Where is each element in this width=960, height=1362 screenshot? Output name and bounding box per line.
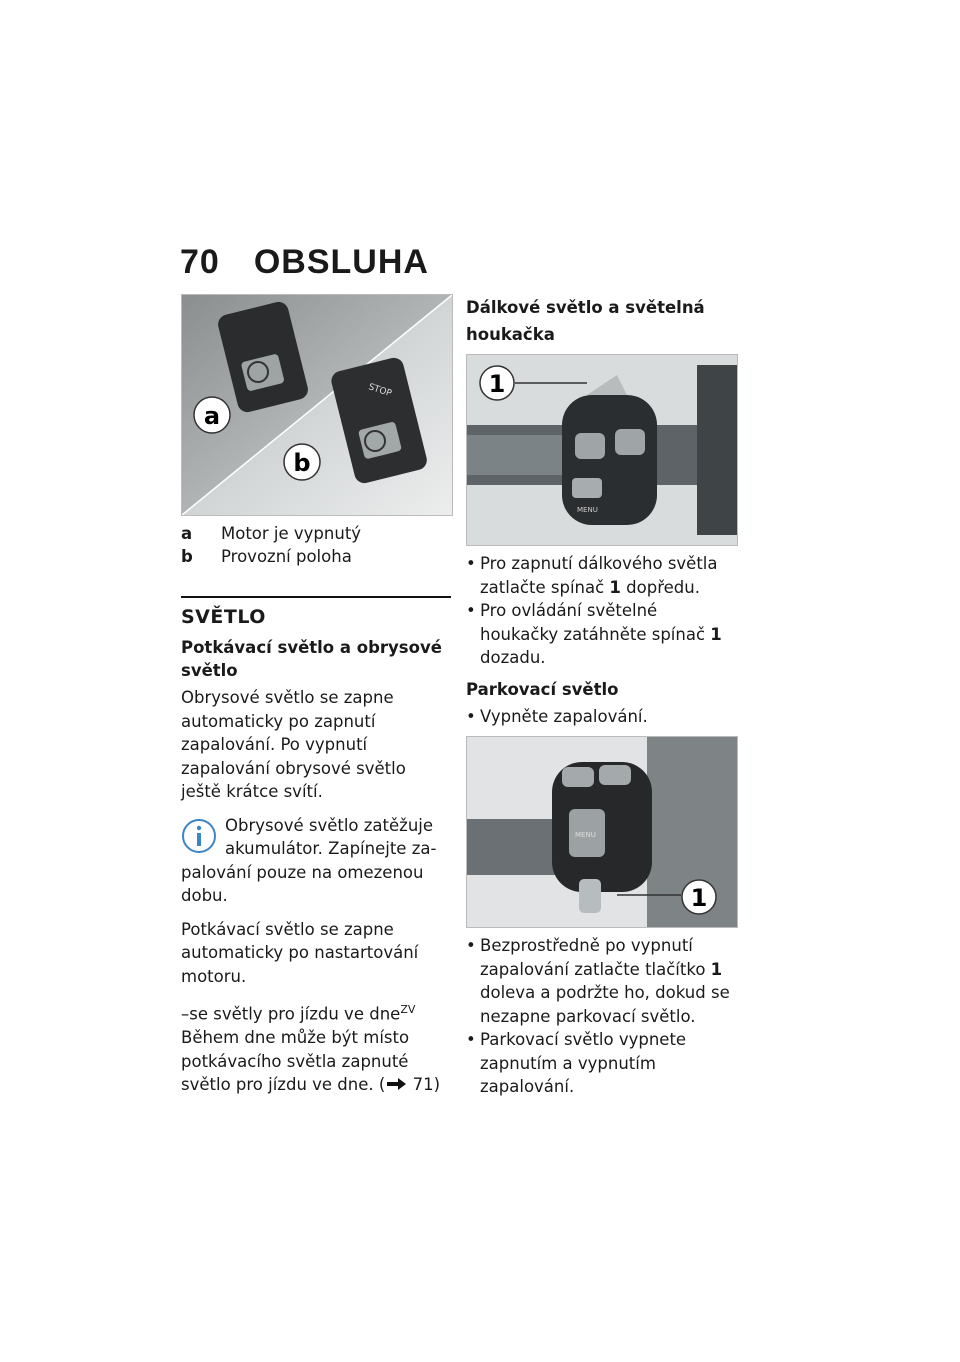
paragraph — [181, 1026, 451, 1097]
subheading-parking-light: Parkovací světlo — [466, 679, 619, 699]
list-item — [466, 552, 738, 599]
drl-condition — [181, 998, 451, 1026]
list-item — [466, 599, 738, 670]
paragraph: Potkávací světlo se zapne automaticky po nastartování motoru. — [181, 919, 419, 986]
parking-steps — [466, 934, 738, 1099]
left-handlebar-switch-photo — [466, 354, 738, 546]
figure-legend — [181, 522, 451, 568]
legend-key: b — [181, 547, 193, 566]
section-divider — [181, 596, 451, 598]
callout-ref: 1 — [609, 577, 621, 597]
legend-key: a — [181, 524, 193, 543]
stop-label: STOP — [367, 382, 393, 400]
callout-1: 1 — [488, 370, 506, 398]
step-text: dozadu. — [480, 648, 546, 667]
callout-ref: 1 — [710, 624, 722, 644]
subheading-high-beam: Dálkové světlo a světelná houkačka — [466, 298, 705, 344]
list-item — [466, 934, 738, 1028]
info-note — [181, 814, 451, 908]
step-text: Parkovací světlo vypnete zapnutím a vypnutím zapalování. — [480, 1030, 687, 1096]
callout-ref: 1 — [710, 959, 723, 979]
legend-text: Provozní poloha — [221, 547, 352, 566]
legend-row — [181, 545, 451, 568]
note-text: Obrysové světlo zatěžuje akumulátor. Zapínejte za- — [225, 815, 437, 858]
right-column — [466, 294, 738, 1107]
info-icon — [179, 816, 219, 856]
legend-text: Motor je vypnutý — [221, 524, 362, 543]
menu-label: MENU — [575, 831, 596, 839]
page-number: 70 — [180, 243, 220, 281]
section-heading: SVĚTLO — [181, 606, 266, 628]
callout-1: 1 — [690, 884, 708, 912]
menu-label: MENU — [577, 506, 598, 514]
ignition-switch-photo — [181, 294, 453, 516]
legend-row — [181, 522, 451, 545]
label-a: a — [203, 402, 221, 430]
step-text: Pro ovládání světelné houkačky zatáhněte spínač — [480, 601, 711, 644]
optional-equipment-mark: ZV — [400, 1003, 416, 1016]
left-column — [181, 294, 451, 1107]
paragraph: Obrysové světlo se zapne automaticky po zapnutí zapalování. Po vypnutí zapalování obrysové světlo ještě krátce svítí. — [181, 688, 406, 801]
step-text: Pro zapnutí dálkového světla zatlačte spínač — [480, 554, 718, 597]
list-item: • Vypněte zapalování. — [466, 705, 738, 729]
step-text: dopředu. — [620, 577, 700, 597]
note-text-continued: palování pouze na omezenou dobu. — [181, 862, 424, 905]
paragraph-text: Během dne může být místo potkávacího světla zapnuté světlo pro jízdu ve dne. ( — [181, 1028, 410, 1094]
page-header — [180, 243, 429, 282]
label-b: b — [293, 449, 311, 477]
parking-switch-photo — [466, 736, 738, 928]
high-beam-steps — [466, 552, 738, 670]
step-text: Bezprostředně po vypnutí zapalování zatlačte tlačítko — [480, 936, 711, 979]
step-text: doleva a podržte ho, dokud se nezapne parkovací světlo. — [480, 983, 730, 1026]
drl-condition-text: –se světly pro jízdu ve dne — [181, 1004, 401, 1024]
section-title: OBSLUHA — [253, 243, 429, 281]
page-reference-arrow-icon — [385, 1077, 407, 1091]
subheading-low-beam: Potkávací světlo a obrysové světlo — [181, 638, 442, 680]
parking-step-1 — [466, 705, 738, 729]
list-item — [466, 1028, 738, 1099]
page-reference-link[interactable]: 71) — [412, 1075, 441, 1094]
